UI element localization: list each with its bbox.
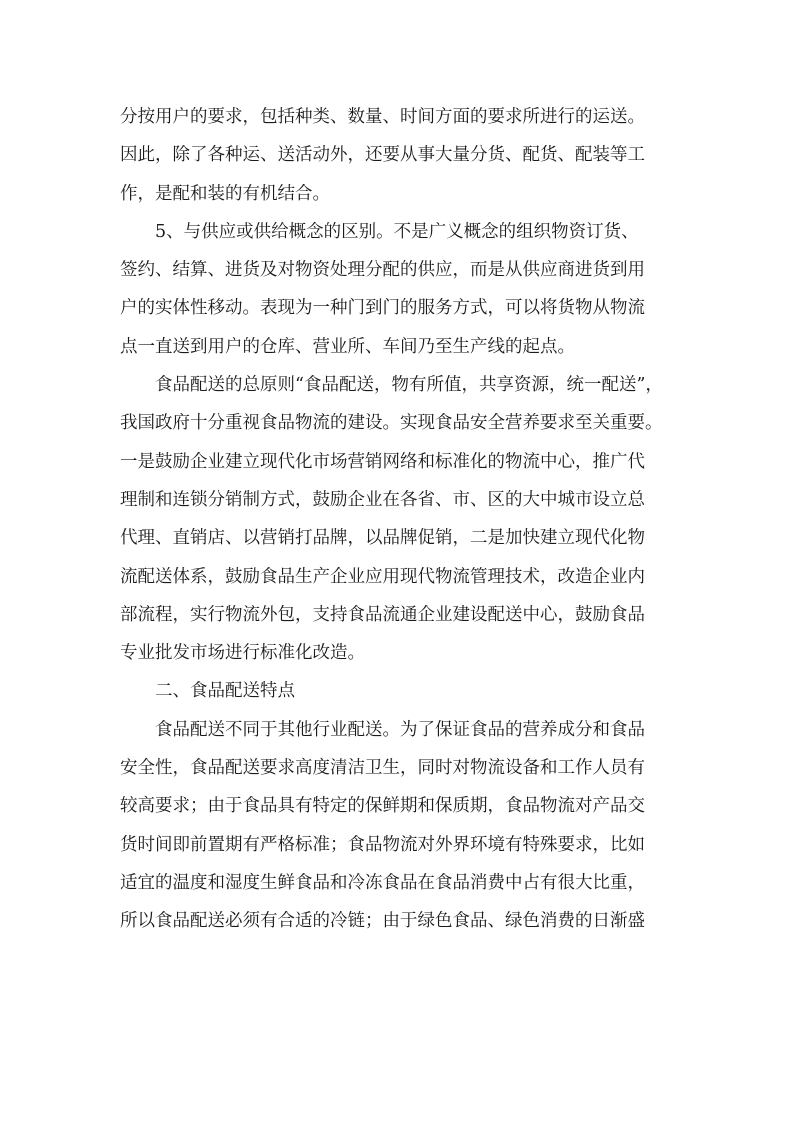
text-line: 货时间即前置期有严格标准；食品物流对外界环境有特殊要求，比如	[120, 834, 645, 855]
text-line: 点一直送到用户的仓库、营业所、车间乃至生产线的起点。	[120, 336, 575, 357]
text-line: 较高要求；由于食品具有特定的保鲜期和保质期，食品物流对产品交	[120, 796, 645, 817]
paragraph-first-line: 5、与供应或供给概念的区别。不是广义概念的组织物资订货、	[155, 221, 639, 242]
text-line: 部流程，实行物流外包，支持食品流通企业建设配送中心，鼓励食品	[120, 604, 645, 625]
text-line: 分按用户的要求，包括种类、数量、时间方面的要求所进行的运送。	[120, 107, 645, 127]
text-line: 签约、结算、进货及对物资处理分配的供应，而是从供应商进货到用	[120, 260, 645, 281]
text-line: 流配送体系，鼓励食品生产企业应用现代物流管理技术，改造企业内	[120, 566, 645, 587]
text-line: 专业批发市场进行标准化改造。	[120, 643, 365, 664]
text-line: 一是鼓励企业建立现代化市场营销网络和标准化的物流中心，推广代	[120, 451, 645, 472]
body-text	[120, 98, 686, 941]
paragraph-first-line: 二、食品配送特点	[155, 681, 295, 702]
text-line: 因此，除了各种运、送活动外，还要从事大量分货、配货、配装等工	[120, 145, 645, 166]
text-line: 理制和连锁分销制方式，鼓励企业在各省、市、区的大中城市设立总	[120, 489, 645, 510]
text-line: 适宜的温度和湿度生鲜食品和冷冻食品在食品消费中占有很大比重，	[120, 872, 645, 893]
text-line: 户的实体性移动。表现为一种门到门的服务方式，可以将货物从物流	[120, 298, 645, 319]
paragraph-first-line: 食品配送的总原则“食品配送，物有所值，共享资源，统一配送”，	[155, 375, 663, 396]
text-line: 所以食品配送必须有合适的冷链；由于绿色食品、绿色消费的日渐盛	[120, 911, 645, 932]
text-line: 作，是配和装的有机结合。	[120, 183, 330, 204]
paragraph-first-line: 食品配送不同于其他行业配送。为了保证食品的营养成分和食品	[155, 719, 645, 740]
text-line: 我国政府十分重视食品物流的建设。实现食品安全营养要求至关重要。	[120, 413, 663, 434]
text-line: 安全性，食品配送要求高度清洁卫生，同时对物流设备和工作人员有	[120, 758, 645, 779]
text-line: 代理、直销店、以营销打品牌，以品牌促销，二是加快建立现代化物	[120, 528, 645, 549]
